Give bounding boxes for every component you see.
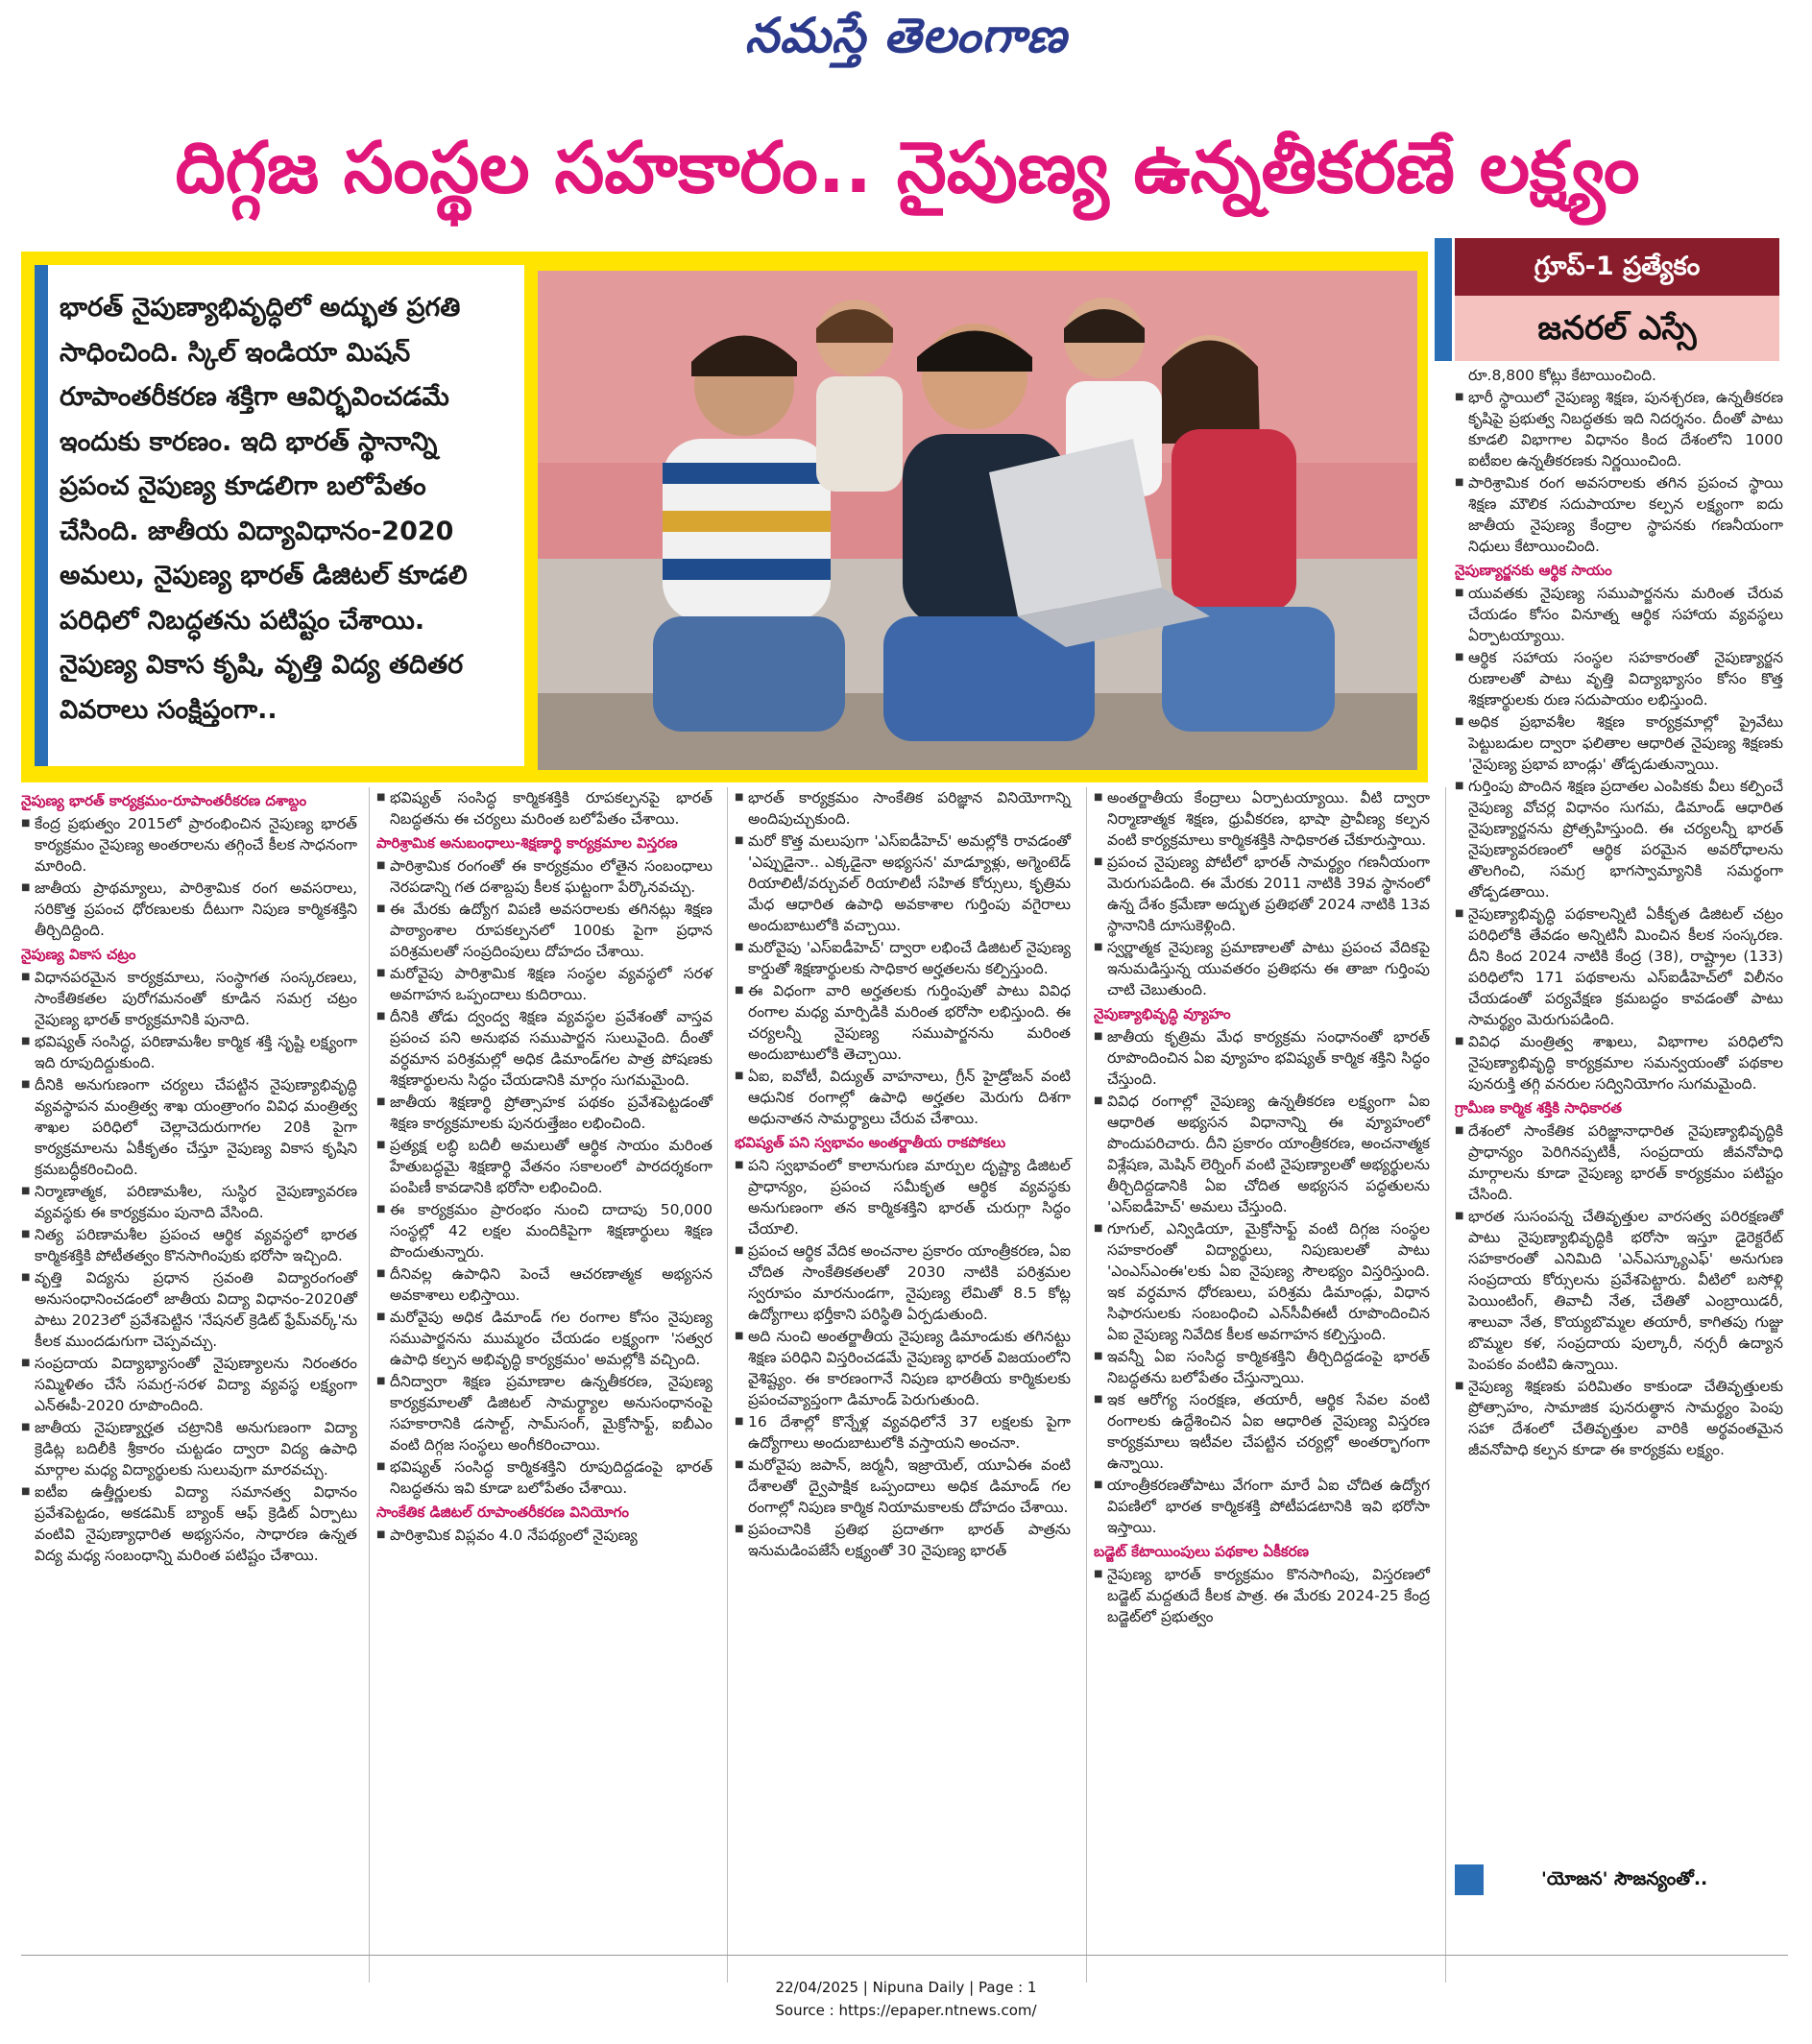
bullet-paragraph: ■ అధిక ప్రభావశీల శిక్షణ కార్యక్రమాల్లో ప్రైవేటు పెట్టుబడుల ద్వారా ఫలితాల ఆధారిత నైపుణ్య శిక్షణకు 'నైపుణ్య ప్రభావ బాండ్లు' తోడ్పడుతున్నాయి. — [1455, 711, 1783, 775]
masthead-text: నమస్తే తెలంగాణ — [744, 8, 1068, 63]
bullet-paragraph: ■ జాతీయ కృత్రిమ మేధ కార్యక్రమ సంధానంతో భారత్‌ రూపొందించిన ఏఐ వ్యూహం భవిష్యత్‌ కార్మిక శక్తిని సిద్ధం చేస్తుంది. — [1094, 1026, 1430, 1090]
section-heading: బడ్జెట్‌ కేటాయింపులు పథకాల ఏకీకరణ — [1094, 1543, 1310, 1560]
bullet-paragraph: ■ నైపుణ్య భారత్‌ కార్యక్రమం కొనసాగింపు, విస్తరణలో బడ్జెట్‌ మద్దతుదే కీలక పాత్ర. ఈ మేరకు 2024-25 కేంద్ర బడ్జెట్‌లో ప్రభుత్వం — [1094, 1564, 1430, 1627]
credit-text: 'యోజన' సౌజన్యంతో.. — [1541, 1868, 1708, 1889]
bullet-paragraph: ■ గూగుల్‌, ఎన్విడియా, మైక్రోసాఫ్ట్‌ వంటి దిగ్గజ సంస్థల సహకారంతో విద్యార్థులు, నిపుణులతో పాటు 'ఎంఎస్‌ఎంఈ'లకు ఏఐ నైపుణ్య సౌలభ్యం విస్తరిస్తుంది. ఇక వర్ధమాన ధోరణులు, పరిశ్రమ డిమాండ్లు, విధాన సిఫారసులకు సంబంధించి ఎన్‌సీవీఈటీ రూపొందించిన ఏఐ నైపుణ్య నివేదిక కీలక అవగాహన కల్పిస్తుంది. — [1094, 1218, 1430, 1345]
bullet-paragraph: ■ భవిష్యత్‌ సంసిద్ధ, పరిణామశీల కార్మిక శక్తి సృష్టి లక్ష్యంగా ఇది రూపుదిద్దుకుంది. — [21, 1031, 357, 1073]
bullet-paragraph: ■ స్వర్ణాత్మక నైపుణ్య ప్రమాణాలతో పాటు ప్రపంచ వేదికపై ఇనుమడిస్తున్న యువతరం ప్రతిభను ఈ తాజా గుర్తింపు చాటి చెబుతుంది. — [1094, 937, 1430, 1000]
bullet-paragraph: ■ దీనికి తోడు ద్వంద్వ శిక్షణ వ్యవస్థల ప్రవేశంతో వాస్తవ ప్రపంచ పని అనుభవ సముపార్జన సులువైంది. దీంతో వర్ధమాన పరిశ్రమల్లో అధిక డిమాండ్‌గల పాత్ర పోషణకు శిక్షణార్థులను సిద్ధం చేయడానికి మార్గం సుగమమైంది. — [376, 1006, 713, 1091]
bullet-paragraph: ■ నైపుణ్యాభివృద్ధి పథకాలన్నిటి ఏకీకృత డిజిటల్‌ చట్రం పరిధిలోకి తేవడం అన్నిటినీ మించిన కీలక సంస్కరణ. దీని కింద 2024 నాటికి కేంద్ర (38), రాష్ట్రాల (133) పరిధిలోని 171 పథకాలను ఎస్‌ఐడీహెచ్‌లో విలీనం చేయడంతో పర్యవేక్షణ క్రమబద్ధం కావడంతో పాటు సామర్థ్యం మెరుగుపడింది. — [1455, 903, 1783, 1030]
bullet-paragraph: ■ దేశంలో సాంకేతిక పరిజ్ఞానాధారిత నైపుణ్యాభివృద్ధికి ప్రాధాన్యం పెరిగినప్పటికీ, సంప్రదాయ జీవనోపాధి మార్గాలను కూడా నైపుణ్య భారత్‌ కార్యక్రమం పటిష్టం చేసింది. — [1455, 1120, 1783, 1205]
bullet-paragraph: ■ మరోవైపు పారిశ్రామిక శిక్షణ సంస్థల వ్యవస్థలో సరళ అవగాహన ఒప్పందాలు కుదిరాయి. — [376, 963, 713, 1005]
section-heading: పారిశ్రామిక అనుబంధాలు-శిక్షణార్థి కార్యక్రమాల విస్తరణ — [376, 834, 678, 852]
section-heading: నైపుణ్యాభివృద్ధి వ్యూహం — [1094, 1005, 1231, 1022]
section-heading: నైపుణ్యార్జనకు ఆర్థిక సాయం — [1455, 562, 1612, 579]
bullet-paragraph: ■ ఈ విధంగా వారి అర్హతలకు గుర్తింపుతో పాటు వివిధ రంగాల మధ్య మార్పిడికి మరింత భరోసా లభిస్తుంది. ఈ చర్యలన్నీ నైపుణ్య సముపార్జనను మరింత అందుబాటులోకి తెచ్చాయి. — [735, 980, 1071, 1065]
section-heading: భవిష్యత్‌ పని స్వభావం అంతర్జాతీయ రాకపోకలు — [735, 1134, 1006, 1151]
bullet-paragraph: ■ విధానపరమైన కార్యక్రమాలు, సంస్థాగత సంస్కరణలు, సాంకేతికతల పురోగమనంతో కూడిన సమగ్ర చట్రం నైపుణ్య భారత్‌ కార్యక్రమానికి పునాది. — [21, 967, 357, 1030]
bullet-paragraph: ■ భారీ స్థాయిలో నైపుణ్య శిక్షణ, పునశ్చరణ, ఉన్నతీకరణ కృషిపై ప్రభుత్వ నిబద్ధతకు ఇది నిదర్శనం. దీంతో పాటు కూడలి విభాగాల విధానం కింద దేశంలోని 1000 ఐటీఐల ఉన్నతీకరణకు నిర్ణయించింది. — [1455, 387, 1783, 471]
source-credit — [1455, 1863, 1781, 1901]
bullet-paragraph: ■ భారత సుసంపన్న చేతివృత్తుల వారసత్వ పరిరక్షణతో పాటు నైపుణ్యాభివృద్ధికి భరోసా ఇస్తూ డైరెక్టరేట్‌ సహకారంతో ఎనిమిది 'ఎన్‌ఎస్క్యూఎఫ్‌' అనుగుణ సంప్రదాయ కోర్సులను ప్రవేశపెట్టారు. వీటిలో బసోళ్లి పెయింటింగ్‌, తివాచీ నేత, చేతితో ఎంబ్రాయిడరీ, శాలువా నేత, కొయ్యబొమ్మల తయారీ, కాగితపు గుజ్జు బొమ్మల కళ, సంప్రదాయ పుల్కారీ, నర్సరీ ఉద్యాన పెంపకం వంటివి ఉన్నాయి. — [1455, 1206, 1783, 1375]
bullet-paragraph: ■ నైపుణ్య శిక్షణకు పరిమితం కాకుండా చేతివృత్తులకు ప్రోత్సాహం, సామాజిక పునరుత్థాన సామర్థ్యం పెంపు సహా దేశంలో చేతివృత్తుల వారికి అర్థవంతమైన జీవనోపాధి కల్పన కూడా ఈ కార్యక్రమ లక్ష్యం. — [1455, 1376, 1783, 1460]
article-column-3 — [735, 787, 1071, 1562]
bullet-paragraph: ■ దీనివల్ల ఉపాధిని పెంచే ఆచరణాత్మక అభ్యసన అవకాశాలు లభిస్తాయి. — [376, 1263, 713, 1306]
bullet-paragraph: ■ భారత్‌ కార్యక్రమం సాంకేతిక పరిజ్ఞాన వినియోగాన్ని అందిపుచ్చుకుంది. — [735, 787, 1071, 830]
headline-text: దిగ్గజ సంస్థల సహకారం.. నైపుణ్య ఉన్నతీకరణే లక్ష్యం — [175, 127, 1640, 209]
continued-paragraph: రూ.8,800 కోట్లు కేటాయించింది. — [1468, 367, 1656, 384]
bullet-paragraph: ■ వివిధ మంత్రిత్వ శాఖలు, విభాగాల పరిధిలోని నైపుణ్యాభివృద్ధి కార్యక్రమాల సమన్వయంతో పథకాల పునరుక్తి తగ్గి వనరుల సద్వినియోగం సుగమమైంది. — [1455, 1031, 1783, 1094]
intro-accent-bar — [35, 265, 48, 766]
column-divider — [1445, 787, 1446, 1983]
bullet-paragraph: ■ ఇవన్నీ ఏఐ సంసిద్ధ కార్మికశక్తిని తీర్చిదిద్దడంపై భారత్‌ నిబద్ధతను బలోపేతం చేస్తున్నాయి. — [1094, 1346, 1430, 1388]
intro-text-panel — [35, 265, 524, 766]
bullet-paragraph: ■ మరోవైపు అధిక డిమాండ్‌ గల రంగాల కోసం నైపుణ్య సముపార్జనను ముమ్మరం చేయడం లక్ష్యంగా 'సత్వర ఉపాధి కల్పన అభివృద్ధి కార్యక్రమం' అమల్లోకి వచ్చింది. — [376, 1307, 713, 1370]
bullet-paragraph: ■ ప్రత్యక్ష లబ్ధి బదిలీ అమలుతో ఆర్థిక సాయం మరింత హేతుబద్ధమై శిక్షణార్థి వేతనం సకాలంలో పారదర్శకంగా పంపిణీ కావడానికి భరోసా లభించింది. — [376, 1135, 713, 1198]
intro-box — [21, 252, 1428, 782]
bullet-paragraph: ■ గుర్తింపు పొందిన శిక్షణ ప్రదాతల ఎంపికకు వీలు కల్పించే నైపుణ్య వోచర్ల విధానం సుగమ, డిమాండ్‌ ఆధారిత నైపుణ్యార్జనను ప్రోత్సహిస్తుంది. ఈ చర్యలన్నీ భారత్‌ నైపుణ్యావరణంలో ఆర్థిక పరమైన అవరోధాలను తొలగించి, సమగ్ర భాగస్వామ్యానికి సమర్థంగా తోడ్పడతాయి. — [1455, 776, 1783, 902]
article-column-4 — [1094, 787, 1430, 1628]
bullet-paragraph: ■ జాతీయ శిక్షణార్థి ప్రోత్సాహక పథకం ప్రవేశపెట్టడంతో శిక్షణ కార్యక్రమాలకు పునరుత్తేజం లభించింది. — [376, 1092, 713, 1134]
bullet-paragraph: ■ ఇక ఆరోగ్య సంరక్షణ, తయారీ, ఆర్థిక సేవల వంటి రంగాలకు ఉద్దేశించిన ఏఐ ఆధారిత నైపుణ్య విస్తరణ కార్యక్రమాలు ఇటీవల చేపట్టిన చర్యల్లో అంతర్భాగంగా ఉన్నాయి. — [1094, 1389, 1430, 1474]
bullet-paragraph: ■ వృత్తి విద్యను ప్రధాన స్రవంతి విద్యారంగంతో అనుసంధానించడంలో జాతీయ విద్యా విధానం-2020తో పాటు 2023లో ప్రవేశపెట్టిన 'నేషనల్‌ క్రెడిట్‌ ఫ్రేమ్‌వర్క్‌'ను కీలక ముందడుగుగా చెప్పవచ్చు. — [21, 1267, 357, 1352]
article-column-2 — [376, 787, 713, 1547]
bullet-paragraph: ■ పారిశ్రామిక విప్లవం 4.0 నేపథ్యంలో నైపుణ్య — [376, 1525, 713, 1546]
column-divider — [727, 787, 728, 1983]
column-divider — [369, 787, 370, 1983]
section-heading: నైపుణ్య భారత్‌ కార్యక్రమం-రూపాంతరీకరణ దశాబ్దం — [21, 792, 307, 809]
general-essay-badge: జనరల్‌ ఎస్సే — [1455, 296, 1779, 361]
footer-date-page: 22/04/2025 | Nipuna Daily | Page : 1 — [775, 1979, 1037, 1996]
bullet-paragraph: ■ యువతకు నైపుణ్య సముపార్జనను మరింత చేరువ చేయడం కోసం వినూత్న ఆర్థిక సహాయ వ్యవస్థలు ఏర్పాటయ్యాయి. — [1455, 583, 1783, 646]
bullet-paragraph: ■ కేంద్ర ప్రభుత్వం 2015లో ప్రారంభించిన నైపుణ్య భారత్‌ కార్యక్రమం నైపుణ్య అంతరాలను తగ్గించే కీలక సాధనంగా మారింది. — [21, 813, 357, 877]
group1-special-badge: గ్రూప్‌-1 ప్రత్యేకం — [1455, 238, 1779, 296]
bullet-paragraph: ■ ఆర్థిక సహాయ సంస్థల సహకారంతో నైపుణ్యార్జన రుణాలతో పాటు వృత్తి విద్యాభ్యాసం కోసం కొత్త శిక్షణార్థులకు రుణ సదుపాయం లభిస్తుంది. — [1455, 647, 1783, 710]
page-footer — [0, 1976, 1812, 2022]
bullet-paragraph: ■ మరో కొత్త మలుపుగా 'ఎస్‌ఐడీహెచ్‌' అమల్లోకి రావడంతో 'ఎప్పుడైనా.. ఎక్కడైనా అభ్యసన' మాడ్యూళ్లు, అగ్మెంటెడ్‌ రియాలిటీ/వర్చువల్‌ రియాలిటీ సహిత కోర్సులు, కృత్రిమ మేధ ఆధారిత ఉపాధి అవకాశాల గుర్తింపు వగైరాలు అందుబాటులోకి వచ్చాయి. — [735, 830, 1071, 936]
bullet-paragraph: ■ జాతీయ ప్రాథమ్యాలు, పారిశ్రామిక రంగ అవసరాలు, సరికొత్త ప్రపంచ ధోరణులకు దీటుగా నిపుణ కార్మికశక్తిని తీర్చిదిద్దింది. — [21, 878, 357, 941]
column-divider — [1086, 787, 1087, 1983]
bullet-paragraph: ■ ఈ మేరకు ఉద్యోగ విపణి అవసరాలకు తగినట్లు శిక్షణ పాఠ్యాంశాల రూపకల్పనలో 100కు పైగా ప్రధాన పరిశ్రమలతో సంప్రదింపులు దోహదం చేశాయి. — [376, 899, 713, 962]
bullet-paragraph: ■ ప్రపంచ ఆర్థిక వేదిక అంచనాల ప్రకారం యాంత్రీకరణ, ఏఐ చోదిత సాంకేతికతలతో 2030 నాటికి పరిశ్రమల స్వరూపం మారనుండగా, నైపుణ్య లేమితో 8.5 కోట్ల ఉద్యోగాలు భర్తీకాని పరిస్థితి ఏర్పడుతుంది. — [735, 1240, 1071, 1325]
students-photo-illustration — [538, 271, 1417, 770]
bullet-paragraph: ■ మరోవైపు 'ఎస్‌ఐడీహెచ్‌' ద్వారా లభించే డిజిటల్‌ నైపుణ్య కార్డుతో శిక్షణార్థులకు సాధికార అర్హతలను కల్పిస్తుంది. — [735, 937, 1071, 979]
article-column-1 — [21, 787, 357, 1567]
bullet-paragraph: ■ వివిధ రంగాల్లో నైపుణ్య ఉన్నతీకరణ లక్ష్యంగా ఏఐ ఆధారిత అభ్యసన విధానాన్ని ఈ వ్యూహంలో పొందుపరిచారు. దీని ప్రకారం యాంత్రీకరణ, అంచనాత్మక విశ్లేషణ, మెషిన్‌ లెర్నింగ్‌ వంటి నైపుణ్యాలతో అభ్యర్థులను తీర్చిదిద్దడానికి ఏఐ చోదిత అభ్యసన పద్ధతులను 'ఎస్‌ఐడీహెచ్‌' అమలు చేస్తుంది. — [1094, 1091, 1430, 1217]
bullet-paragraph: ■ భవిష్యత్‌ సంసిద్ధ కార్మికశక్తిని రూపుదిద్దడంపై భారత్‌ నిబద్ధతను ఇవి కూడా బలోపేతం చేశాయి. — [376, 1456, 713, 1499]
bullet-paragraph: ■ ప్రపంచానికి ప్రతిభ ప్రదాతగా భారత్‌ పాత్రను ఇనుమడింపజేసే లక్ష్యంతో 30 నైపుణ్య భారత్‌ — [735, 1519, 1071, 1561]
bullet-paragraph: ■ భవిష్యత్‌ సంసిద్ధ కార్మికశక్తికి రూపకల్పనపై భారత్‌ నిబద్ధతను ఈ చర్యలు మరింత బలోపేతం చేశాయి. — [376, 787, 713, 830]
bullet-paragraph: ■ 16 దేశాల్లో కొన్నేళ్ల వ్యవధిలోనే 37 లక్షలకు పైగా ఉద్యోగాలు అందుబాటులోకి వస్తాయని అంచనా. — [735, 1411, 1071, 1454]
students-photo — [538, 271, 1417, 770]
bullet-paragraph: ■ నిర్మాణాత్మక, పరిణామశీల, సుస్థిర నైపుణ్యావరణ వ్యవస్థకు ఈ కార్యక్రమం పునాది వేసింది. — [21, 1181, 357, 1223]
section-heading: నైపుణ్య వికాస చట్రం — [21, 946, 136, 963]
masthead-logo — [0, 8, 1812, 75]
section-heading: సాంకేతిక డిజిటల్‌ రూపాంతరీకరణ వినియోగం — [376, 1503, 629, 1521]
footer-divider — [21, 1955, 1788, 1956]
section-heading: గ్రామీణ కార్మిక శక్తికి సాధికారత — [1455, 1099, 1622, 1117]
bullet-paragraph: ■ దీనికి అనుగుణంగా చర్యలు చేపట్టిన నైపుణ్యాభివృద్ధి వ్యవస్థాపన మంత్రిత్వ శాఖ యంత్రాంగం వివిధ మంత్రిత్వ శాఖల పరిధిలో చెల్లాచెదురుగాగల 20కి పైగా కార్యక్రమాలను ఏకీకృతం చేస్తూ నైపుణ్య వికాస కృషిని క్రమబద్ధీకరించింది. — [21, 1074, 357, 1180]
bullet-paragraph: ■ పని స్వభావంలో కాలానుగుణ మార్పుల దృష్ట్యా డిజిటల్‌ ప్రాధాన్యం, ప్రపంచ సమీకృత ఆర్థిక వ్యవస్థకు అనుగుణంగా తన కార్మికశక్తిని భారత్‌ చురుగ్గా సిద్ధం చేయాలి. — [735, 1155, 1071, 1239]
bullet-paragraph: ■ జాతీయ నైపుణ్యార్హత చట్రానికి అనుగుణంగా విద్యా క్రెడిట్ల బదిలీకి శ్రీకారం చుట్టడం ద్వారా విద్య ఉపాధి మార్గాల మధ్య విద్యార్థులకు సులువుగా మారవచ్చు. — [21, 1417, 357, 1480]
bullet-paragraph: ■ పారిశ్రామిక రంగ అవసరాలకు తగిన ప్రపంచ స్థాయి శిక్షణ మౌలిక సదుపాయాల కల్పన లక్ష్యంగా ఐదు జాతీయ నైపుణ్య కేంద్రాల స్థాపనకు గణనీయంగా నిధులు కేటాయించింది. — [1455, 472, 1783, 557]
article-column-5 — [1455, 365, 1783, 1461]
bullet-paragraph: ■ మరోవైపు జపాన్‌, జర్మనీ, ఇజ్రాయెల్‌, యూఏఈ వంటి దేశాలతో ద్వైపాక్షిక ఒప్పందాలు అధిక డిమాండ్‌ గల రంగాల్లో నిపుణ కార్మిక నియామకాలకు దోహదం చేశాయి. — [735, 1455, 1071, 1518]
bullet-paragraph: ■ ఈ కార్యక్రమం ప్రారంభం నుంచి దాదాపు 50,000 సంస్థల్లో 42 లక్షల మందికిపైగా శిక్షణార్థులు శిక్షణ పొందుతున్నారు. — [376, 1199, 713, 1262]
bullet-paragraph: ■ దీనిద్వారా శిక్షణ ప్రమాణాల ఉన్నతీకరణ, నైపుణ్య కార్యక్రమాలతో డిజిటల్‌ సామర్థ్యాల అనుసంధానంపై సహకారానికి డసాల్ట్‌, సామ్‌సంగ్‌, మైక్రోసాఫ్ట్‌, ఐబీఎం వంటి దిగ్గజ సంస్థలు అంగీకరించాయి. — [376, 1371, 713, 1455]
bullet-paragraph: ■ ప్రపంచ నైపుణ్య పోటీలో భారత్‌ సామర్థ్యం గణనీయంగా మెరుగుపడింది. ఈ మేరకు 2011 నాటికి 39వ స్థానంలో ఉన్న దేశం క్రమేణా అద్భుత ప్రతిభతో 2024 నాటికి 13వ స్థానానికి దూసుకెళ్లింది. — [1094, 852, 1430, 936]
intro-paragraph: భారత్‌ నైపుణ్యాభివృద్ధిలో అద్భుత ప్రగతి సాధించింది. స్కిల్‌ ఇండియా మిషన్‌ రూపాంతరీకరణ శక్తిగా ఆవిర్భవించడమే ఇందుకు కారణం. ఇది భారత్‌ స్థానాన్ని ప్రపంచ నైపుణ్య కూడలిగా బలోపేతం చేసింది. జాతీయ విద్యావిధానం-2020 అమలు, నైపుణ్య భారత్‌ డిజిటల్‌ కూడలి పరిధిలో నిబద్ధతను పటిష్టం చేశాయి. నైపుణ్య వికాస కృషి, వృత్తి విద్య తదితర వివరాలు సంక్షిప్తంగా.. — [60, 293, 468, 725]
page-headline — [29, 115, 1786, 221]
bullet-paragraph: ■ ఏఐ, ఐవోటీ, విద్యుత్‌ వాహనాలు, గ్రీన్‌ హైడ్రోజన్‌ వంటి ఆధునిక రంగాల్లో ఉపాధి అర్హతల మెరుగు దిశగా అధునాతన సామర్థ్యాలు చేరువ చేశాయి. — [735, 1066, 1071, 1129]
bullet-paragraph: ■ ఐటీఐ ఉత్తీర్ణులకు విద్యా సమానత్వ విధానం ప్రవేశపెట్టడం, అకడమిక్‌ బ్యాంక్‌ ఆఫ్‌ క్రెడిట్‌ ఏర్పాటు వంటివి నైపుణ్యాధారిత అభ్యసనం, సాధారణ ఉన్నత విద్య మధ్య సంబంధాన్ని మరింత పటిష్టం చేశాయి. — [21, 1481, 357, 1566]
bullet-paragraph: ■ అది నుంచి అంతర్జాతీయ నైపుణ్య డిమాండుకు తగినట్టు శిక్షణ పరిధిని విస్తరించడమే నైపుణ్య భారత్‌ విజయంలోని వైశిష్ట్యం. ఈ కారణంగానే నిపుణ భారతీయ కార్మికులకు ప్రపంచవ్యాప్తంగా డిమాండ్‌ పెరుగుతుంది. — [735, 1326, 1071, 1410]
credit-accent-block — [1455, 1864, 1484, 1895]
bullet-paragraph: ■ అంతర్జాతీయ కేంద్రాలు ఏర్పాటయ్యాయి. వీటి ద్వారా నిర్మాణాత్మక శిక్షణ, ధ్రువీకరణ, భాషా ప్రావీణ్య కల్పన వంటి కార్యక్రమాలు కార్మికశక్తికి సాధికారత చేకూరుస్తాయి. — [1094, 787, 1430, 851]
bullet-paragraph: ■ నిత్య పరిణామశీల ప్రపంచ ఆర్థిక వ్యవస్థలో భారత కార్మికశక్తికి పోటీతత్వం కొనసాగింపుకు భరోసా ఇచ్చింది. — [21, 1224, 357, 1266]
footer-source: Source : https://epaper.ntnews.com/ — [775, 2002, 1037, 2019]
badge-accent-bar — [1435, 238, 1452, 361]
bullet-paragraph: ■ యాంత్రీకరణతోపాటు వేగంగా మారే ఏఐ చోదిత ఉద్యోగ విపణిలో భారత కార్మికశక్తి పోటీపడటానికి ఇవి భరోసా ఇస్తాయి. — [1094, 1475, 1430, 1538]
bullet-paragraph: ■ సంప్రదాయ విద్యాభ్యాసంతో నైపుణ్యాలను నిరంతరం సమ్మిళితం చేసే సమగ్ర-సరళ విద్యా వ్యవస్థ లక్ష్యంగా ఎన్‌ఈపీ-2020 రూపొందింది. — [21, 1353, 357, 1416]
bullet-paragraph: ■ పారిశ్రామిక రంగంతో ఈ కార్యక్రమం లోతైన సంబంధాలు నెరపడాన్ని గత దశాబ్దపు కీలక ఘట్టంగా పేర్కొనవచ్చు. — [376, 855, 713, 898]
